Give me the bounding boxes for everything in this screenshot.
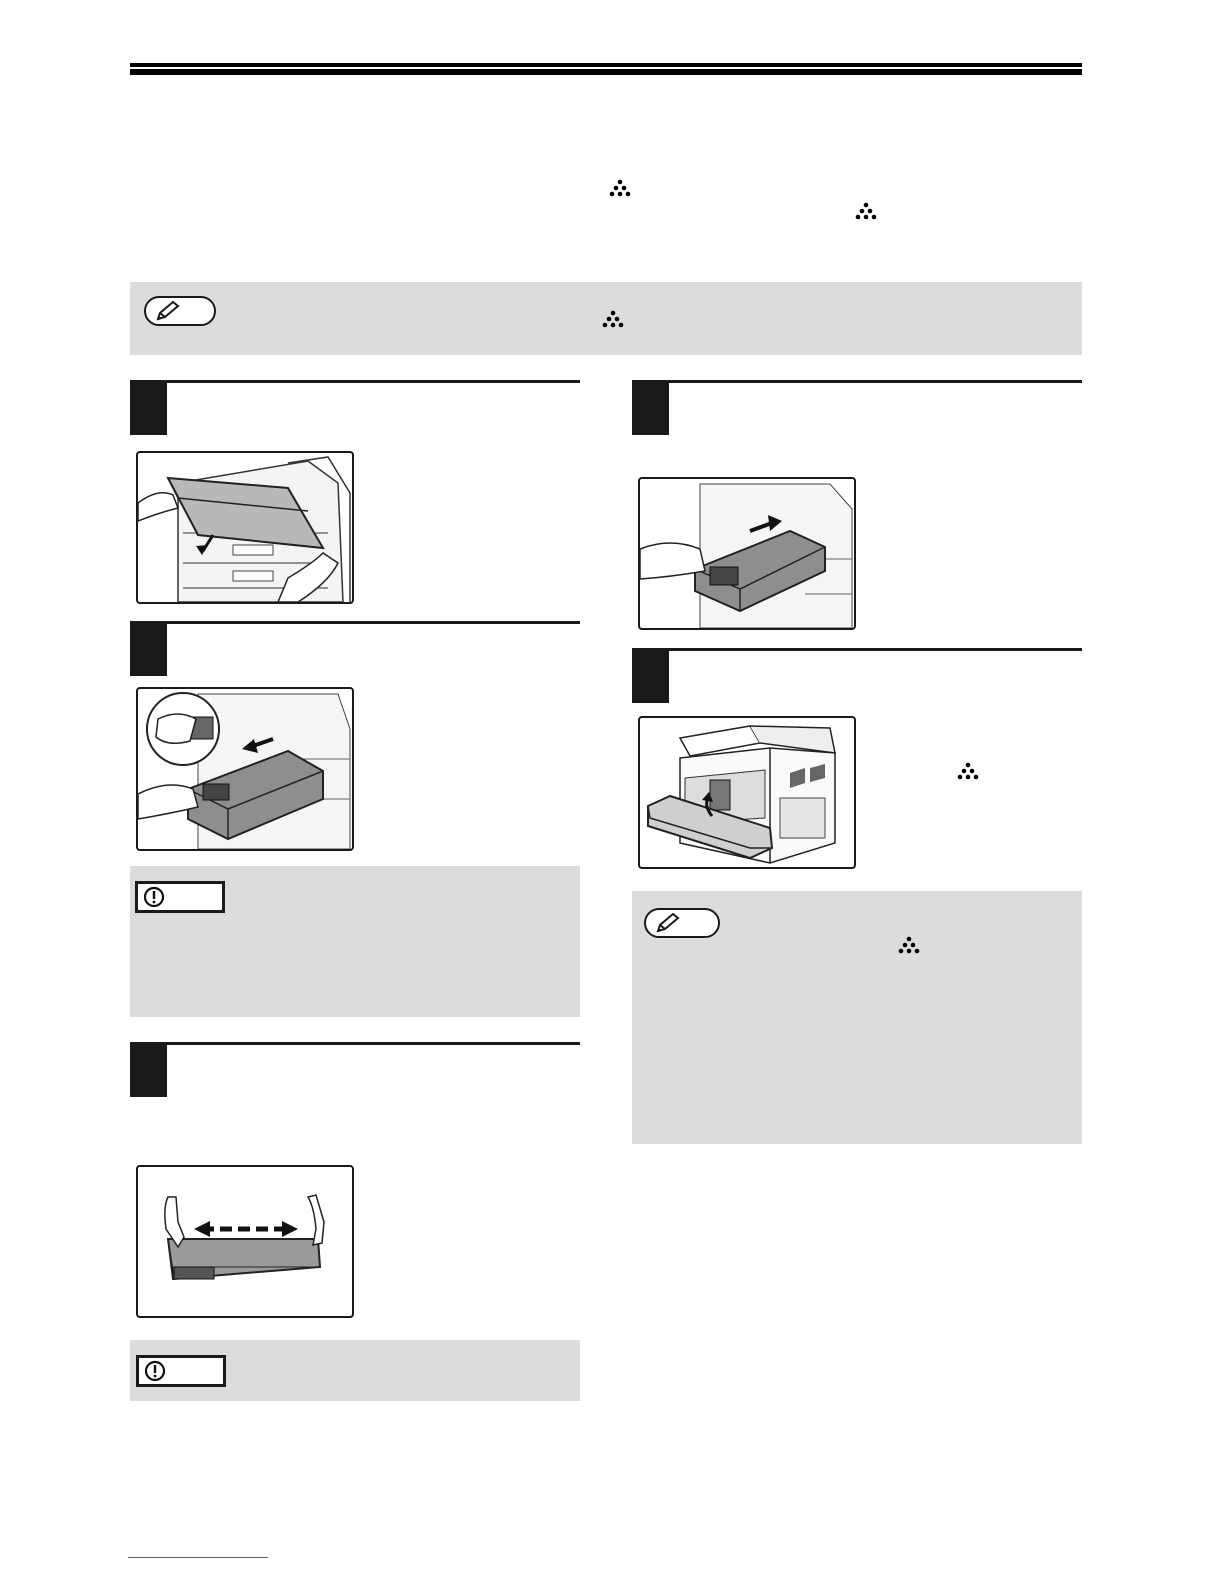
step-number-block (130, 1042, 167, 1097)
step-2-figure (136, 687, 354, 851)
header-rule-bottom (130, 69, 1082, 75)
caution-badge (136, 1355, 226, 1387)
caution-box-1 (130, 866, 580, 1017)
toner-symbol-icon (955, 759, 981, 785)
step-4-figure (638, 477, 856, 630)
header-rule-top (130, 63, 1082, 67)
toner-symbol-icon (896, 933, 922, 959)
step-5-header (632, 648, 1082, 704)
exclamation-caution-icon (142, 885, 166, 909)
toner-symbol-icon (853, 199, 879, 225)
step-1-header (130, 380, 580, 436)
pencil-note-icon (154, 300, 184, 322)
step-5-figure (638, 716, 856, 869)
footer-link[interactable] (128, 1557, 268, 1558)
step-number-block (632, 648, 669, 703)
note-badge (144, 296, 216, 326)
step-3-figure (136, 1165, 354, 1318)
step-4-header (632, 380, 1082, 436)
toner-symbol-icon (607, 176, 633, 202)
caution-badge (135, 881, 225, 913)
pencil-note-icon (654, 912, 684, 934)
caution-box-2 (130, 1340, 580, 1401)
right-note-box (632, 891, 1082, 1144)
step-number-block (130, 380, 167, 435)
step-2-header (130, 621, 580, 677)
exclamation-caution-icon (143, 1359, 167, 1383)
step-1-figure (136, 451, 354, 604)
step-number-block (632, 380, 669, 435)
step-number-block (130, 621, 167, 676)
toner-symbol-icon (600, 307, 626, 333)
step-3-header (130, 1042, 580, 1098)
note-badge (644, 908, 720, 938)
top-note-box (130, 282, 1082, 355)
